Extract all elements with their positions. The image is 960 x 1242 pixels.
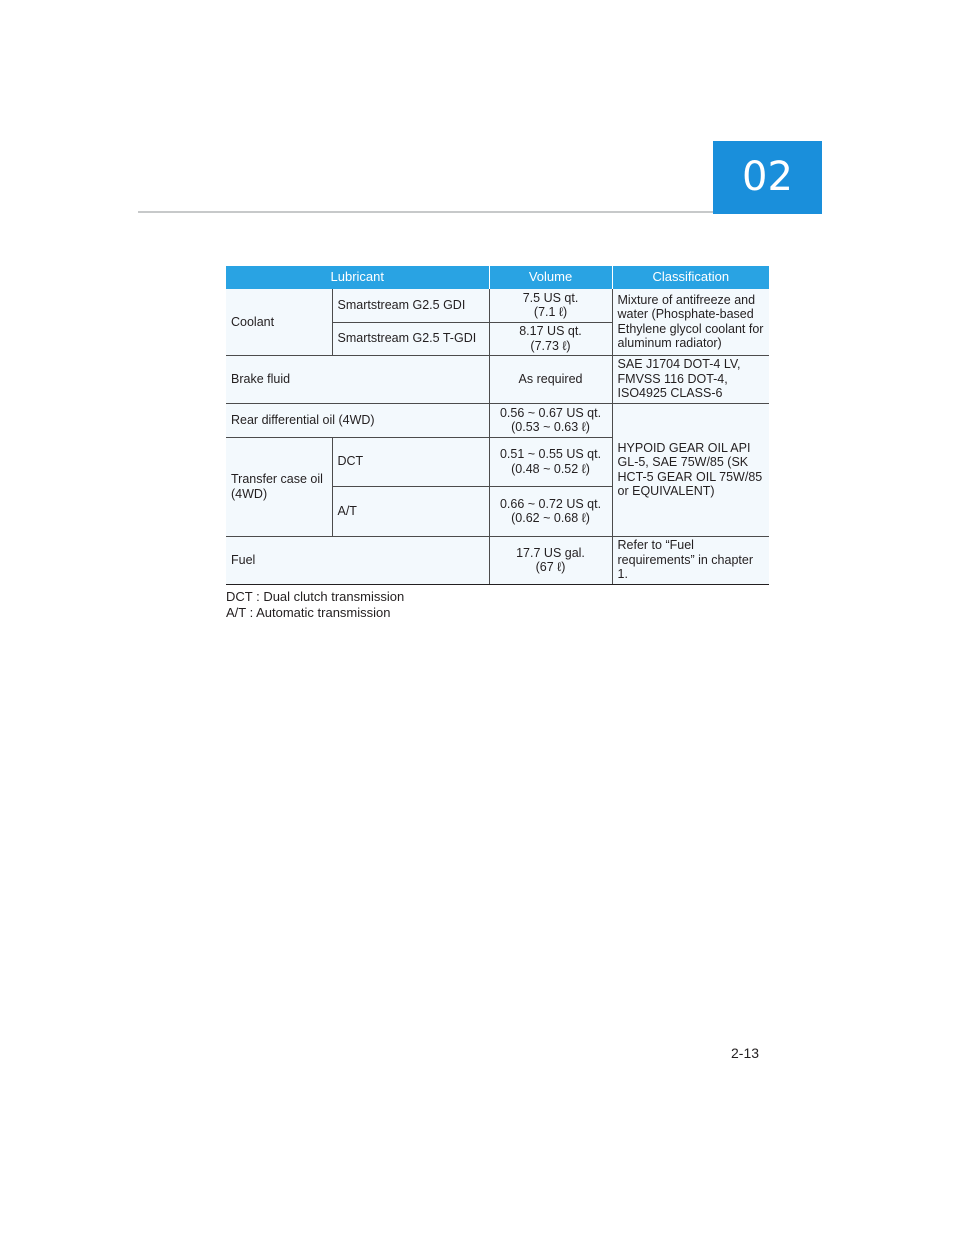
table-header-row [226, 266, 769, 289]
table-row [226, 536, 769, 584]
volume-metric: (7.73 ℓ) [530, 338, 571, 353]
header-volume: Volume [489, 266, 612, 289]
header-lubricant: Lubricant [226, 266, 489, 289]
fuel-volume [489, 536, 612, 584]
volume-metric: (67 ℓ) [535, 560, 566, 574]
chapter-tab: 02 [713, 141, 822, 214]
note-at: A/T : Automatic transmission [226, 604, 391, 620]
volume-metric: (0.62 ~ 0.68 ℓ) [511, 511, 590, 525]
table-notes [226, 589, 404, 620]
volume-us: 17.7 US gal. [516, 545, 585, 560]
note-dct: DCT : Dual clutch transmission [226, 589, 405, 604]
coolant-label: Coolant [226, 289, 332, 355]
coolant-volume [489, 322, 612, 355]
rear-diff-volume [489, 403, 612, 437]
volume-metric: (0.53 ~ 0.63 ℓ) [511, 420, 590, 434]
transfer-case-volume [489, 486, 612, 536]
volume-us: 8.17 US qt. [519, 324, 582, 338]
transfer-case-type: DCT [332, 437, 489, 486]
volume-us: 0.51 ~ 0.55 US qt. [499, 447, 602, 461]
brake-fluid-label: Brake fluid [226, 355, 489, 403]
transfer-case-type: A/T [332, 486, 489, 536]
fuel-classification: Refer to “Fuel requirements” in chapter 1. [612, 536, 769, 584]
volume-metric: (0.48 ~ 0.52 ℓ) [511, 461, 590, 476]
gear-oil-classification: HYPOID GEAR OIL API GL-5, SAE 75W/85 (SK HCT-5 GEAR OIL 75W/85 or EQUIVALENT) [612, 403, 769, 536]
transfer-case-volume [489, 437, 612, 486]
table-row [226, 403, 769, 437]
table-row [226, 289, 769, 322]
brake-fluid-classification: SAE J1704 DOT-4 LV, FMVSS 116 DOT-4, ISO4925 CLASS-6 [612, 355, 769, 403]
coolant-classification: Mixture of antifreeze and water (Phosphate-based Ethylene glycol coolant for aluminum radiator) [612, 289, 769, 355]
transfer-case-label: Transfer case oil (4WD) [226, 437, 332, 536]
volume-us: 0.66 ~ 0.72 US qt. [499, 496, 602, 511]
header-rule [138, 211, 713, 213]
lubricant-table [226, 266, 769, 585]
table-row [226, 355, 769, 403]
coolant-engine-name: Smartstream G2.5 T-GDI [332, 322, 489, 355]
header-classification: Classification [612, 266, 769, 289]
volume-metric: (7.1 ℓ) [533, 305, 568, 320]
volume-us: 0.56 ~ 0.67 US qt. [499, 405, 602, 420]
volume-us: 7.5 US qt. [522, 290, 579, 305]
coolant-engine-name: Smartstream G2.5 GDI [332, 289, 489, 322]
brake-fluid-volume: As required [489, 355, 612, 403]
fuel-label: Fuel [226, 536, 489, 584]
rear-diff-label: Rear differential oil (4WD) [226, 403, 489, 437]
page-number: 2-13 [731, 1045, 760, 1061]
coolant-volume [489, 289, 612, 322]
